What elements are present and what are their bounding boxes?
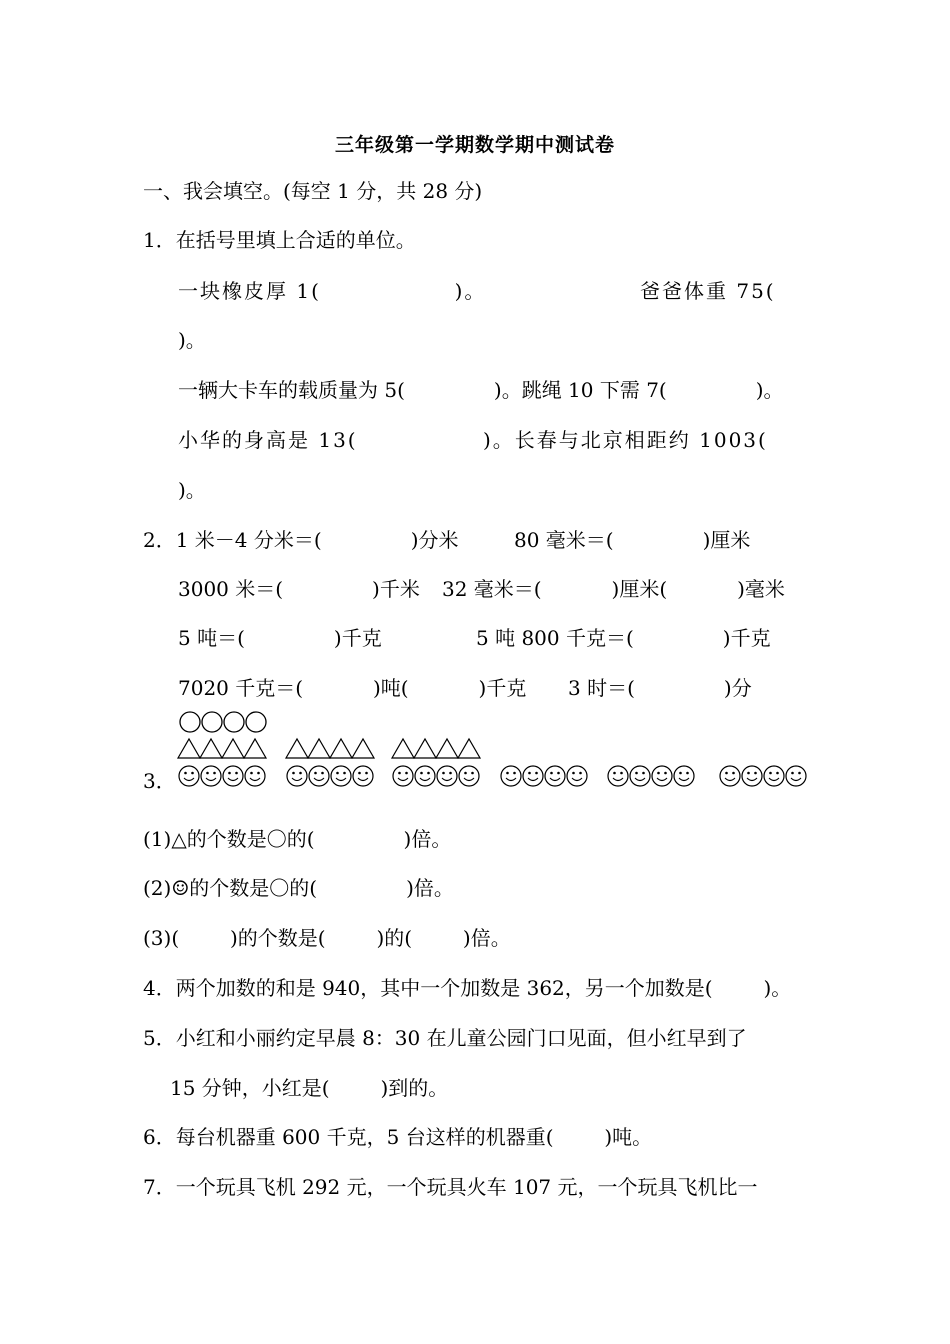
q1-stem: 1．在括号里填上合适的单位。 (143, 228, 416, 252)
q1-line1-close: )。 (178, 328, 206, 352)
smiley-face-icon (674, 766, 694, 786)
q1-line2: 一辆大卡车的载质量为 5( )。跳绳 10 下需 7( )。 (178, 378, 784, 402)
smiley-face-icon (393, 766, 413, 786)
q3-number: 3． (143, 769, 176, 793)
smiley-face-icon (523, 766, 543, 786)
circle-shape (246, 712, 266, 732)
q1-line1-right: 爸爸体重 75( (640, 279, 776, 303)
q2-line4-left: 7020 千克＝( )吨( )千克 (178, 676, 527, 700)
circle-shape (202, 712, 222, 732)
smiley-face-icon (223, 766, 243, 786)
q4-text: 4．两个加数的和是 940，其中一个加数是 362，另一个加数是( )。 (143, 976, 792, 1000)
smiley-face-icon (309, 766, 329, 786)
q3-part2: (2)☺的个数是〇的( )倍。 (143, 876, 454, 900)
triangle-shape (352, 739, 374, 758)
circle-shape (224, 712, 244, 732)
q2-line4-right: 3 时＝( )分 (568, 676, 752, 700)
triangle-shape (392, 739, 414, 758)
q5-line2: 15 分钟，小红是( )到的。 (170, 1076, 449, 1100)
smiley-face-icon (567, 766, 587, 786)
smiley-face-icon (742, 766, 762, 786)
q1-line4: )。 (178, 478, 206, 502)
q2-line2-left: 3000 米＝( )千米 (178, 577, 420, 601)
smiley-face-icon (545, 766, 565, 786)
section-heading: 一、我会填空。(每空 1 分，共 28 分) (143, 179, 483, 203)
triangle-shape (286, 739, 308, 758)
triangle-shape (178, 739, 200, 758)
triangle-shape (458, 739, 480, 758)
smiley-face-icon (201, 766, 221, 786)
triangle-shape (244, 739, 266, 758)
q2-line1-left: 2．1 米－4 分米＝( )分米 (143, 528, 459, 552)
smiley-face-icon (287, 766, 307, 786)
smiley-face-icon (245, 766, 265, 786)
smiley-face-icon (608, 766, 628, 786)
triangle-shape (200, 739, 222, 758)
smiley-face-icon (179, 766, 199, 786)
smiley-face-icon (501, 766, 521, 786)
q3-part1: (1)△的个数是〇的( )倍。 (143, 827, 452, 851)
q2-line2-right: 32 毫米＝( )厘米( )毫米 (442, 577, 785, 601)
circle-shape (180, 712, 200, 732)
q1-line3: 小华的身高是 13( )。长春与北京相距约 1003( (178, 428, 768, 452)
triangle-shape (414, 739, 436, 758)
triangle-shape (436, 739, 458, 758)
smiley-face-icon (786, 766, 806, 786)
triangle-shape (330, 739, 352, 758)
triangle-shape (222, 739, 244, 758)
smiley-face-icon (437, 766, 457, 786)
page-title: 三年级第一学期数学期中测试卷 (334, 134, 615, 156)
q2-line3-right: 5 吨 800 千克＝( )千克 (476, 626, 771, 650)
q6-text: 6．每台机器重 600 千克，5 台这样的机器重( )吨。 (143, 1125, 653, 1149)
smiley-face-icon (630, 766, 650, 786)
smiley-face-icon (459, 766, 479, 786)
q1-line1-left: 一块橡皮厚 1( )。 (178, 279, 487, 303)
q3-part3: (3)( )的个数是( )的( )倍。 (143, 926, 511, 950)
q7-line1: 7．一个玩具飞机 292 元，一个玩具火车 107 元，一个玩具飞机比一 (143, 1175, 758, 1199)
q2-line3-left: 5 吨＝( )千克 (178, 626, 382, 650)
q3-figure-svg (170, 708, 820, 794)
q5-line1: 5．小红和小丽约定早晨 8：30 在儿童公园门口见面，但小红早到了 (143, 1026, 747, 1050)
smiley-face-icon (331, 766, 351, 786)
smiley-face-icon (764, 766, 784, 786)
smiley-face-icon (415, 766, 435, 786)
triangle-shape (308, 739, 330, 758)
smiley-face-icon (720, 766, 740, 786)
q2-line1-right: 80 毫米＝( )厘米 (514, 528, 751, 552)
smiley-face-icon (652, 766, 672, 786)
q3-figure (170, 708, 820, 794)
smiley-face-icon (353, 766, 373, 786)
